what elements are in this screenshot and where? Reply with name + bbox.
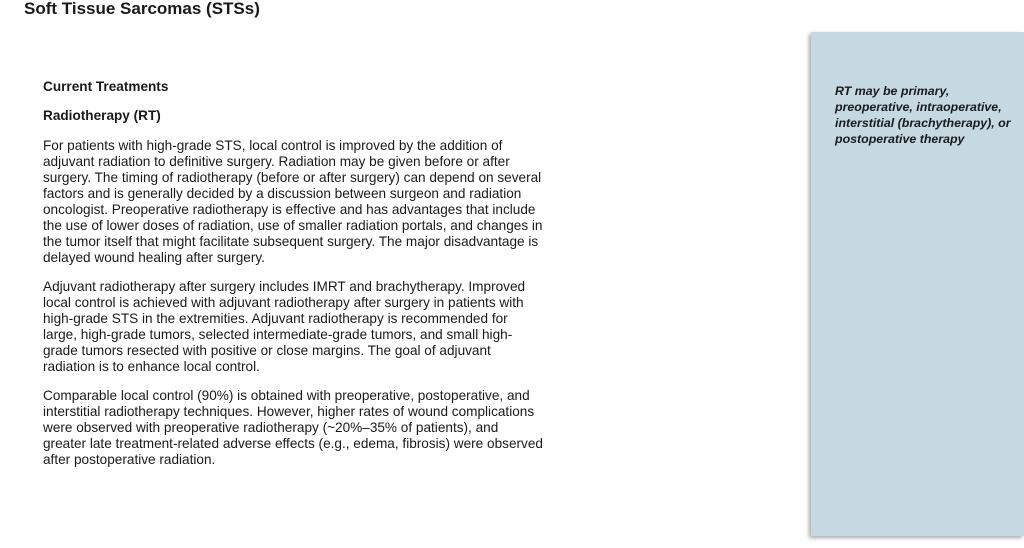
page-title: Soft Tissue Sarcomas (STSs) <box>24 0 260 18</box>
paragraph-comparable-control: Comparable local control (90%) is obtained with preoperative, postoperative, and interstitial radiotherapy techniques. However, higher rates of wound complications were observed with preoperative radiotherapy (~20%–35% of patients), and greater late treatment-related adverse effects (e.g., edema, fibrosis) were observed after postoperative radiation. <box>43 388 543 467</box>
section-heading: Current Treatments <box>43 79 169 94</box>
main-content <box>43 79 543 481</box>
sub-heading: Radiotherapy (RT) <box>43 108 161 123</box>
sidebar-callout <box>811 32 1024 536</box>
paragraph-timing: For patients with high-grade STS, local control is improved by the addition of adjuvant radiation to definitive surgery. Radiation may be given before or after surgery. The timing of radiotherapy (before or after surgery) can depend on several factors and is generally decided by a discussion between surgeon and radiation oncologist. Preoperative radiotherapy is effective and has advantages that include the use of lower doses of radiation, use of smaller radiation portals, and changes in the tumor itself that might facilitate subsequent surgery. The major disadvantage is delayed wound healing after surgery. <box>43 138 543 265</box>
sidebar-note: RT may be primary, preoperative, intraoperative, interstitial (brachytherapy), or postoperative therapy <box>835 84 1011 146</box>
paragraph-adjuvant: Adjuvant radiotherapy after surgery includes IMRT and brachytherapy. Improved local control is achieved with adjuvant radiotherapy after surgery in patients with high-grade STS in the extremities. Adjuvant radiotherapy is recommended for large, high-grade tumors, selected intermediate-grade tumors, and small high-grade tumors resected with positive or close margins. The goal of adjuvant radiation is to enhance local control. <box>43 279 526 374</box>
